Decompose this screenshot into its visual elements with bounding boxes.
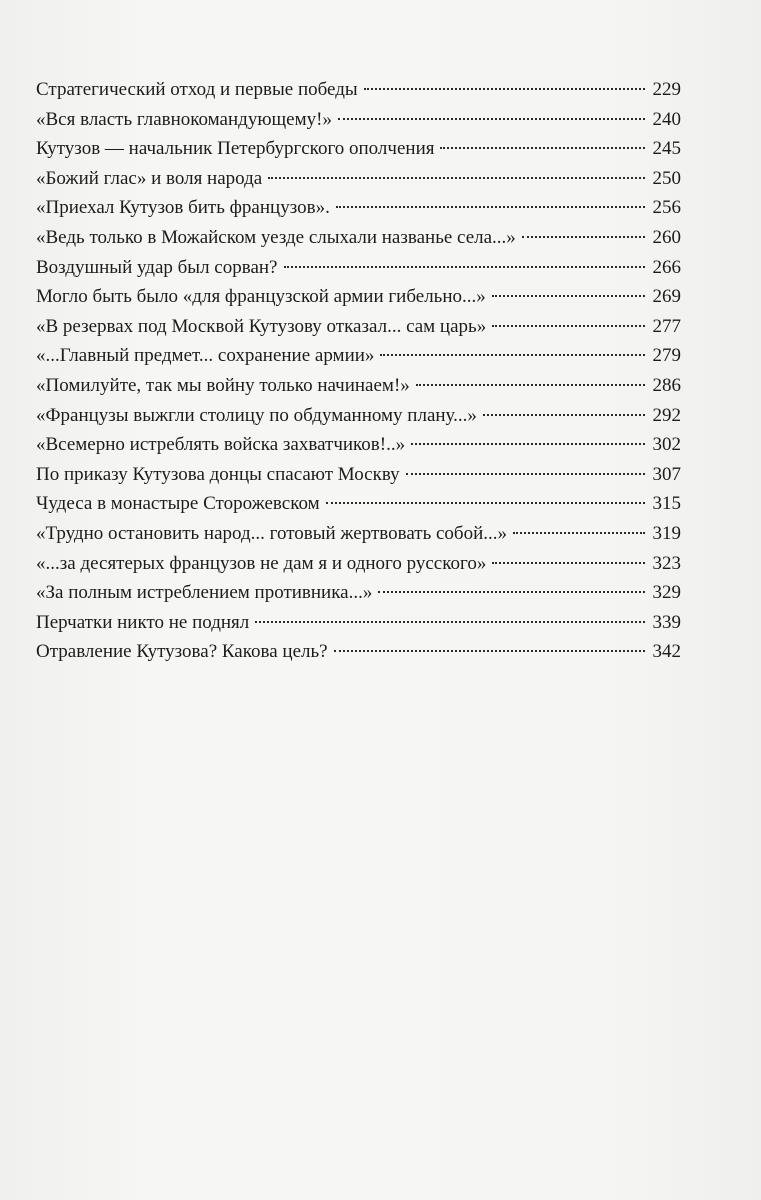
- toc-entry-page: 329: [652, 582, 681, 604]
- dot-leader: [364, 88, 645, 90]
- dot-leader: [255, 621, 645, 623]
- toc-entry-title: «За полным истреблением противника...»: [36, 582, 373, 604]
- dot-leader: [411, 443, 645, 445]
- toc-entry-page: 269: [652, 286, 681, 308]
- toc-entry-title: «Всемерно истреблять войска захватчиков!..»: [36, 434, 406, 456]
- toc-entry-page: 307: [652, 463, 681, 485]
- toc-entry-page: 342: [652, 641, 681, 663]
- toc-entry-page: 266: [652, 256, 681, 278]
- toc-entry: [36, 105, 681, 135]
- dot-leader: [492, 295, 645, 297]
- dot-leader: [406, 473, 645, 475]
- toc-entry: [36, 341, 681, 371]
- toc-entry-title: «Трудно остановить народ... готовый жертвовать собой...»: [36, 522, 508, 544]
- toc-entry: [36, 253, 681, 283]
- toc-entry-title: «Божий глас» и воля народа: [36, 167, 263, 189]
- dot-leader: [522, 236, 645, 238]
- toc-entry-page: 323: [652, 552, 681, 574]
- toc-entry: [36, 371, 681, 401]
- toc-entry-page: 256: [652, 197, 681, 219]
- toc-entry-page: 260: [652, 226, 681, 248]
- toc-entry-page: 302: [652, 434, 681, 456]
- toc-entry-title: «...за десятерых французов не дам я и одного русского»: [36, 552, 487, 574]
- toc-entry: [36, 430, 681, 460]
- dot-leader: [284, 266, 646, 268]
- dot-leader: [483, 414, 645, 416]
- dot-leader: [492, 562, 645, 564]
- toc-entry-title: «Приехал Кутузов бить французов».: [36, 197, 330, 219]
- toc-entry-page: 277: [652, 315, 681, 337]
- toc-entry-title: Чудеса в монастыре Сторожевском: [36, 493, 320, 515]
- toc-entry: [36, 637, 681, 667]
- toc-entry-title: Воздушный удар был сорван?: [36, 256, 278, 278]
- toc-entry: [36, 223, 681, 253]
- toc-entry: [36, 312, 681, 342]
- toc-entry-title: Могло быть было «для французской армии гибельно...»: [36, 286, 486, 308]
- dot-leader: [378, 591, 645, 593]
- dot-leader: [416, 384, 645, 386]
- dot-leader: [336, 206, 645, 208]
- toc-entry: [36, 282, 681, 312]
- toc-entry-page: 339: [652, 611, 681, 633]
- dot-leader: [268, 177, 645, 179]
- toc-entry-page: 250: [652, 167, 681, 189]
- dot-leader: [338, 118, 645, 120]
- toc-entry: [36, 460, 681, 490]
- toc-entry-page: 240: [652, 108, 681, 130]
- toc-entry-page: 229: [652, 79, 681, 100]
- dot-leader: [380, 354, 645, 356]
- table-of-contents: [36, 75, 681, 667]
- toc-entry-title: «Вся власть главнокомандующему!»: [36, 108, 332, 130]
- toc-entry-title: «Помилуйте, так мы войну только начинаем!»: [36, 374, 410, 396]
- toc-entry-page: 315: [652, 493, 681, 515]
- toc-entry-title: «В резервах под Москвой Кутузову отказал... сам царь»: [36, 315, 487, 337]
- toc-entry: [36, 549, 681, 579]
- toc-entry: [36, 134, 681, 164]
- toc-entry-page: 245: [652, 138, 681, 160]
- dot-leader: [326, 502, 645, 504]
- toc-entry: [36, 401, 681, 431]
- toc-entry-title: Отравление Кутузова? Какова цель?: [36, 641, 328, 663]
- toc-entry-title: По приказу Кутузова донцы спасают Москву: [36, 463, 400, 485]
- toc-entry: [36, 519, 681, 549]
- toc-entry: [36, 489, 681, 519]
- toc-entry: [36, 164, 681, 194]
- toc-entry-page: 286: [652, 374, 681, 396]
- toc-entry-title: Кутузов — начальник Петербургского ополчения: [36, 138, 435, 160]
- toc-entry: [36, 578, 681, 608]
- toc-entry-title: «Ведь только в Можайском уезде слыхали названье села...»: [36, 226, 516, 248]
- toc-entry-title: «Французы выжгли столицу по обдуманному плану...»: [36, 404, 477, 426]
- toc-entry-title: Перчатки никто не поднял: [36, 611, 250, 633]
- toc-entry: [36, 608, 681, 638]
- dot-leader: [440, 147, 645, 149]
- dot-leader: [513, 532, 645, 534]
- dot-leader: [492, 325, 645, 327]
- toc-entry: [36, 193, 681, 223]
- dot-leader: [334, 650, 645, 652]
- toc-entry-title: Стратегический отход и первые победы: [36, 79, 358, 100]
- toc-entry: [36, 75, 681, 105]
- toc-entry-page: 279: [652, 345, 681, 367]
- toc-entry-page: 292: [652, 404, 681, 426]
- toc-entry-title: «...Главный предмет... сохранение армии»: [36, 345, 375, 367]
- toc-entry-page: 319: [652, 522, 681, 544]
